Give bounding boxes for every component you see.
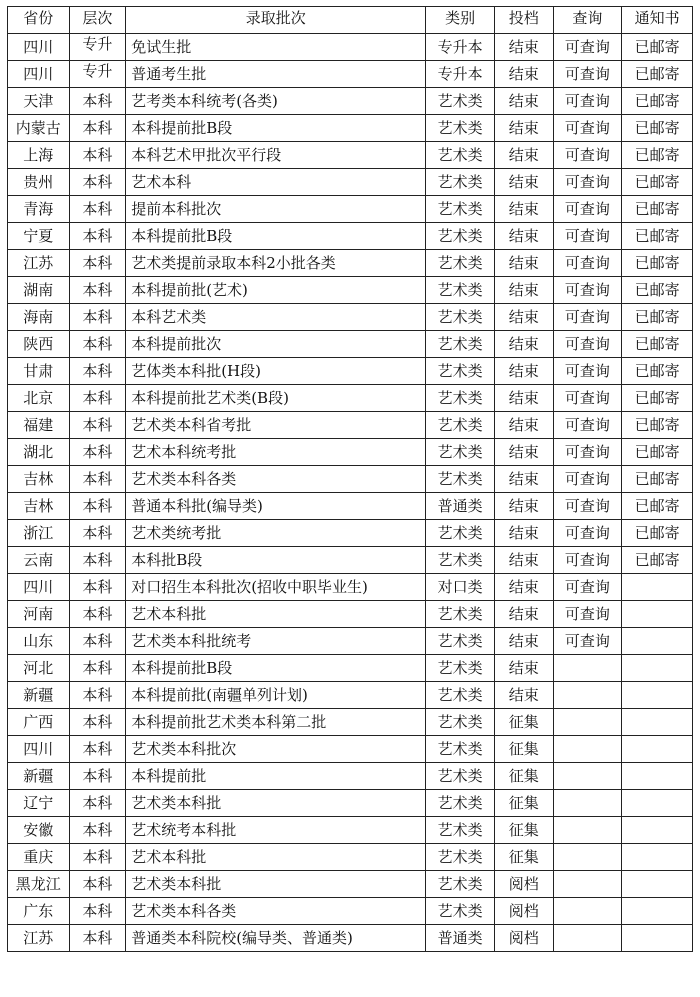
cell-filing-status: 结束 xyxy=(494,655,553,682)
cell-batch: 本科提前批 xyxy=(126,763,426,790)
cell-level: 本科 xyxy=(69,88,126,115)
cell-notice: 已邮寄 xyxy=(622,412,693,439)
cell-notice xyxy=(622,817,693,844)
cell-filing-status: 结束 xyxy=(494,304,553,331)
cell-query xyxy=(553,898,622,925)
cell-level: 本科 xyxy=(69,304,126,331)
cell-notice xyxy=(622,898,693,925)
cell-batch: 本科艺术甲批次平行段 xyxy=(126,142,426,169)
cell-notice: 已邮寄 xyxy=(622,250,693,277)
table-row xyxy=(8,277,693,304)
cell-query: 可查询 xyxy=(553,142,622,169)
cell-filing-status: 征集 xyxy=(494,817,553,844)
cell-province: 四川 xyxy=(8,61,70,88)
table-row xyxy=(8,547,693,574)
cell-filing-status: 结束 xyxy=(494,331,553,358)
cell-category: 艺术类 xyxy=(426,601,495,628)
cell-category: 艺术类 xyxy=(426,736,495,763)
cell-level: 本科 xyxy=(69,844,126,871)
cell-filing-status: 结束 xyxy=(494,250,553,277)
cell-province: 新疆 xyxy=(8,763,70,790)
table-row xyxy=(8,844,693,871)
cell-category: 艺术类 xyxy=(426,466,495,493)
cell-level: 本科 xyxy=(69,358,126,385)
cell-batch: 本科提前批B段 xyxy=(126,223,426,250)
table-row xyxy=(8,412,693,439)
cell-filing-status: 结束 xyxy=(494,601,553,628)
cell-batch: 艺术类本科批统考 xyxy=(126,628,426,655)
cell-province: 福建 xyxy=(8,412,70,439)
cell-province: 江苏 xyxy=(8,250,70,277)
cell-notice xyxy=(622,763,693,790)
cell-query: 可查询 xyxy=(553,88,622,115)
header-filing-status: 投档 xyxy=(494,7,553,34)
cell-batch: 艺术本科统考批 xyxy=(126,439,426,466)
table-row xyxy=(8,574,693,601)
cell-batch: 普通本科批(编导类) xyxy=(126,493,426,520)
cell-filing-status: 结束 xyxy=(494,628,553,655)
cell-filing-status: 结束 xyxy=(494,682,553,709)
cell-query: 可查询 xyxy=(553,601,622,628)
cell-category: 艺术类 xyxy=(426,520,495,547)
cell-query: 可查询 xyxy=(553,412,622,439)
cell-notice xyxy=(622,682,693,709)
cell-level: 本科 xyxy=(69,223,126,250)
cell-level: 本科 xyxy=(69,763,126,790)
cell-batch: 艺体类本科批(H段) xyxy=(126,358,426,385)
cell-notice: 已邮寄 xyxy=(622,142,693,169)
cell-batch: 对口招生本科批次(招收中职毕业生) xyxy=(126,574,426,601)
cell-notice: 已邮寄 xyxy=(622,520,693,547)
table-row xyxy=(8,493,693,520)
cell-level xyxy=(69,34,126,61)
cell-query: 可查询 xyxy=(553,250,622,277)
cell-level: 本科 xyxy=(69,709,126,736)
cell-query: 可查询 xyxy=(553,520,622,547)
table-row xyxy=(8,898,693,925)
table-row xyxy=(8,169,693,196)
cell-notice: 已邮寄 xyxy=(622,61,693,88)
cell-batch: 普通类本科院校(编导类、普通类) xyxy=(126,925,426,952)
cell-level: 本科 xyxy=(69,412,126,439)
cell-batch: 艺术类本科各类 xyxy=(126,898,426,925)
cell-category: 艺术类 xyxy=(426,196,495,223)
cell-query: 可查询 xyxy=(553,331,622,358)
table-row xyxy=(8,196,693,223)
cell-province: 四川 xyxy=(8,736,70,763)
cell-category: 艺术类 xyxy=(426,655,495,682)
cell-query xyxy=(553,655,622,682)
cell-category: 艺术类 xyxy=(426,142,495,169)
cell-category: 艺术类 xyxy=(426,682,495,709)
cell-notice xyxy=(622,628,693,655)
cell-category: 艺术类 xyxy=(426,88,495,115)
header-category: 类别 xyxy=(426,7,495,34)
cell-batch: 艺术本科 xyxy=(126,169,426,196)
cell-notice: 已邮寄 xyxy=(622,34,693,61)
cell-notice: 已邮寄 xyxy=(622,385,693,412)
cell-batch: 艺术统考本科批 xyxy=(126,817,426,844)
table-row xyxy=(8,601,693,628)
cell-query: 可查询 xyxy=(553,34,622,61)
cell-category: 艺术类 xyxy=(426,709,495,736)
table-row xyxy=(8,655,693,682)
cell-level: 本科 xyxy=(69,520,126,547)
cell-filing-status: 结束 xyxy=(494,223,553,250)
cell-query xyxy=(553,844,622,871)
table-row xyxy=(8,34,693,61)
cell-category: 艺术类 xyxy=(426,331,495,358)
cell-batch: 本科提前批艺术类本科第二批 xyxy=(126,709,426,736)
cell-filing-status: 结束 xyxy=(494,34,553,61)
table-body xyxy=(8,34,693,952)
cell-category: 艺术类 xyxy=(426,439,495,466)
cell-level: 本科 xyxy=(69,628,126,655)
cell-filing-status: 征集 xyxy=(494,736,553,763)
cell-level: 本科 xyxy=(69,196,126,223)
cell-query xyxy=(553,763,622,790)
cell-query: 可查询 xyxy=(553,277,622,304)
header-query: 查询 xyxy=(553,7,622,34)
cell-province: 河南 xyxy=(8,601,70,628)
header-batch: 录取批次 xyxy=(126,7,426,34)
cell-batch: 提前本科批次 xyxy=(126,196,426,223)
cell-category: 艺术类 xyxy=(426,223,495,250)
cell-province: 贵州 xyxy=(8,169,70,196)
table-row xyxy=(8,250,693,277)
cell-level-text: 专升 xyxy=(82,62,113,80)
cell-level: 本科 xyxy=(69,925,126,952)
cell-category: 艺术类 xyxy=(426,871,495,898)
cell-query xyxy=(553,736,622,763)
cell-query xyxy=(553,817,622,844)
table-row xyxy=(8,439,693,466)
cell-filing-status: 结束 xyxy=(494,196,553,223)
cell-query: 可查询 xyxy=(553,574,622,601)
cell-category: 专升本 xyxy=(426,34,495,61)
cell-category: 艺术类 xyxy=(426,547,495,574)
cell-notice xyxy=(622,736,693,763)
cell-category: 艺术类 xyxy=(426,169,495,196)
cell-province: 湖北 xyxy=(8,439,70,466)
table-row xyxy=(8,358,693,385)
cell-notice xyxy=(622,574,693,601)
cell-notice xyxy=(622,709,693,736)
cell-notice: 已邮寄 xyxy=(622,358,693,385)
cell-level: 本科 xyxy=(69,601,126,628)
cell-province: 重庆 xyxy=(8,844,70,871)
cell-filing-status: 阅档 xyxy=(494,925,553,952)
cell-batch: 本科提前批B段 xyxy=(126,655,426,682)
cell-level: 本科 xyxy=(69,115,126,142)
cell-category: 艺术类 xyxy=(426,412,495,439)
table-row xyxy=(8,88,693,115)
cell-province: 江苏 xyxy=(8,925,70,952)
table-header-row xyxy=(8,7,693,34)
cell-province: 内蒙古 xyxy=(8,115,70,142)
cell-filing-status: 结束 xyxy=(494,547,553,574)
cell-province: 河北 xyxy=(8,655,70,682)
cell-batch: 艺术类统考批 xyxy=(126,520,426,547)
cell-filing-status: 结束 xyxy=(494,466,553,493)
cell-filing-status: 结束 xyxy=(494,277,553,304)
table-row xyxy=(8,223,693,250)
table-row xyxy=(8,466,693,493)
cell-filing-status: 结束 xyxy=(494,169,553,196)
cell-level: 本科 xyxy=(69,898,126,925)
cell-query: 可查询 xyxy=(553,628,622,655)
cell-batch: 本科批B段 xyxy=(126,547,426,574)
cell-query xyxy=(553,682,622,709)
cell-filing-status: 结束 xyxy=(494,142,553,169)
cell-province: 青海 xyxy=(8,196,70,223)
cell-query: 可查询 xyxy=(553,223,622,250)
table-row xyxy=(8,925,693,952)
cell-notice: 已邮寄 xyxy=(622,169,693,196)
cell-level: 本科 xyxy=(69,736,126,763)
cell-province: 安徽 xyxy=(8,817,70,844)
cell-batch: 本科提前批B段 xyxy=(126,115,426,142)
cell-query xyxy=(553,709,622,736)
cell-level: 本科 xyxy=(69,682,126,709)
cell-filing-status: 结束 xyxy=(494,412,553,439)
table-row xyxy=(8,736,693,763)
cell-batch: 普通考生批 xyxy=(126,61,426,88)
cell-province: 天津 xyxy=(8,88,70,115)
cell-filing-status: 结束 xyxy=(494,61,553,88)
admission-status-table xyxy=(7,6,693,952)
cell-batch: 艺术类本科批次 xyxy=(126,736,426,763)
cell-batch: 艺术类本科批 xyxy=(126,871,426,898)
cell-level xyxy=(69,61,126,88)
cell-province: 北京 xyxy=(8,385,70,412)
cell-filing-status: 阅档 xyxy=(494,898,553,925)
cell-notice: 已邮寄 xyxy=(622,223,693,250)
cell-category: 专升本 xyxy=(426,61,495,88)
table-row xyxy=(8,115,693,142)
cell-province: 山东 xyxy=(8,628,70,655)
cell-query: 可查询 xyxy=(553,169,622,196)
cell-category: 艺术类 xyxy=(426,250,495,277)
cell-province: 浙江 xyxy=(8,520,70,547)
table-row xyxy=(8,709,693,736)
cell-notice: 已邮寄 xyxy=(622,196,693,223)
table-row xyxy=(8,817,693,844)
cell-category: 艺术类 xyxy=(426,277,495,304)
cell-level: 本科 xyxy=(69,250,126,277)
cell-level: 本科 xyxy=(69,817,126,844)
cell-query: 可查询 xyxy=(553,439,622,466)
cell-level: 本科 xyxy=(69,331,126,358)
cell-category: 艺术类 xyxy=(426,790,495,817)
cell-category: 艺术类 xyxy=(426,385,495,412)
table-row xyxy=(8,385,693,412)
cell-batch: 本科提前批(南疆单列计划) xyxy=(126,682,426,709)
table-row xyxy=(8,871,693,898)
cell-batch: 本科艺术类 xyxy=(126,304,426,331)
table-row xyxy=(8,331,693,358)
cell-level: 本科 xyxy=(69,547,126,574)
cell-level: 本科 xyxy=(69,169,126,196)
cell-batch: 本科提前批(艺术) xyxy=(126,277,426,304)
cell-province: 四川 xyxy=(8,34,70,61)
admission-status-table-wrapper xyxy=(7,6,693,952)
table-row xyxy=(8,304,693,331)
cell-province: 海南 xyxy=(8,304,70,331)
cell-notice: 已邮寄 xyxy=(622,304,693,331)
cell-notice: 已邮寄 xyxy=(622,547,693,574)
cell-filing-status: 征集 xyxy=(494,763,553,790)
cell-level: 本科 xyxy=(69,790,126,817)
cell-batch: 本科提前批次 xyxy=(126,331,426,358)
cell-level: 本科 xyxy=(69,493,126,520)
table-row xyxy=(8,520,693,547)
cell-notice: 已邮寄 xyxy=(622,277,693,304)
cell-level: 本科 xyxy=(69,277,126,304)
table-row xyxy=(8,628,693,655)
cell-batch: 艺术本科批 xyxy=(126,601,426,628)
cell-query: 可查询 xyxy=(553,466,622,493)
table-row xyxy=(8,790,693,817)
cell-province: 新疆 xyxy=(8,682,70,709)
cell-category: 艺术类 xyxy=(426,304,495,331)
cell-query: 可查询 xyxy=(553,385,622,412)
cell-notice xyxy=(622,844,693,871)
cell-notice: 已邮寄 xyxy=(622,439,693,466)
cell-category: 艺术类 xyxy=(426,358,495,385)
cell-filing-status: 征集 xyxy=(494,709,553,736)
cell-notice: 已邮寄 xyxy=(622,331,693,358)
cell-query: 可查询 xyxy=(553,196,622,223)
table-row xyxy=(8,763,693,790)
cell-notice xyxy=(622,871,693,898)
cell-filing-status: 结束 xyxy=(494,88,553,115)
cell-batch: 艺术类提前录取本科2小批各类 xyxy=(126,250,426,277)
cell-level: 本科 xyxy=(69,142,126,169)
cell-category: 普通类 xyxy=(426,925,495,952)
table-row xyxy=(8,142,693,169)
cell-province: 吉林 xyxy=(8,493,70,520)
cell-notice: 已邮寄 xyxy=(622,493,693,520)
cell-batch: 艺术类本科各类 xyxy=(126,466,426,493)
cell-level: 本科 xyxy=(69,655,126,682)
cell-filing-status: 结束 xyxy=(494,439,553,466)
cell-category: 艺术类 xyxy=(426,898,495,925)
cell-batch: 艺术类本科批 xyxy=(126,790,426,817)
cell-query: 可查询 xyxy=(553,493,622,520)
cell-filing-status: 结束 xyxy=(494,385,553,412)
cell-category: 普通类 xyxy=(426,493,495,520)
cell-query: 可查询 xyxy=(553,358,622,385)
header-notice: 通知书 xyxy=(622,7,693,34)
cell-level-text: 专升 xyxy=(82,35,113,53)
cell-filing-status: 征集 xyxy=(494,790,553,817)
cell-notice xyxy=(622,925,693,952)
cell-province: 广东 xyxy=(8,898,70,925)
cell-notice xyxy=(622,790,693,817)
table-row xyxy=(8,61,693,88)
cell-batch: 免试生批 xyxy=(126,34,426,61)
cell-level: 本科 xyxy=(69,439,126,466)
table-row xyxy=(8,682,693,709)
cell-filing-status: 结束 xyxy=(494,115,553,142)
cell-filing-status: 结束 xyxy=(494,520,553,547)
cell-level: 本科 xyxy=(69,385,126,412)
cell-category: 艺术类 xyxy=(426,844,495,871)
cell-query xyxy=(553,790,622,817)
cell-query: 可查询 xyxy=(553,115,622,142)
cell-province: 云南 xyxy=(8,547,70,574)
cell-province: 辽宁 xyxy=(8,790,70,817)
cell-province: 吉林 xyxy=(8,466,70,493)
cell-province: 四川 xyxy=(8,574,70,601)
cell-query xyxy=(553,925,622,952)
cell-filing-status: 结束 xyxy=(494,574,553,601)
cell-batch: 本科提前批艺术类(B段) xyxy=(126,385,426,412)
cell-province: 甘肃 xyxy=(8,358,70,385)
cell-level: 本科 xyxy=(69,466,126,493)
cell-query: 可查询 xyxy=(553,304,622,331)
cell-filing-status: 结束 xyxy=(494,493,553,520)
cell-filing-status: 结束 xyxy=(494,358,553,385)
header-level: 层次 xyxy=(69,7,126,34)
header-province: 省份 xyxy=(8,7,70,34)
cell-category: 艺术类 xyxy=(426,763,495,790)
cell-filing-status: 阅档 xyxy=(494,871,553,898)
cell-notice xyxy=(622,601,693,628)
cell-query xyxy=(553,871,622,898)
cell-notice: 已邮寄 xyxy=(622,88,693,115)
cell-query: 可查询 xyxy=(553,61,622,88)
cell-province: 广西 xyxy=(8,709,70,736)
cell-notice: 已邮寄 xyxy=(622,466,693,493)
cell-category: 艺术类 xyxy=(426,817,495,844)
cell-level: 本科 xyxy=(69,871,126,898)
cell-province: 陕西 xyxy=(8,331,70,358)
cell-batch: 艺术类本科省考批 xyxy=(126,412,426,439)
cell-province: 上海 xyxy=(8,142,70,169)
cell-notice xyxy=(622,655,693,682)
cell-category: 艺术类 xyxy=(426,115,495,142)
cell-province: 宁夏 xyxy=(8,223,70,250)
cell-category: 艺术类 xyxy=(426,628,495,655)
cell-batch: 艺考类本科统考(各类) xyxy=(126,88,426,115)
cell-notice: 已邮寄 xyxy=(622,115,693,142)
cell-query: 可查询 xyxy=(553,547,622,574)
cell-province: 黑龙江 xyxy=(8,871,70,898)
cell-category: 对口类 xyxy=(426,574,495,601)
cell-province: 湖南 xyxy=(8,277,70,304)
cell-batch: 艺术本科批 xyxy=(126,844,426,871)
cell-level: 本科 xyxy=(69,574,126,601)
cell-filing-status: 征集 xyxy=(494,844,553,871)
